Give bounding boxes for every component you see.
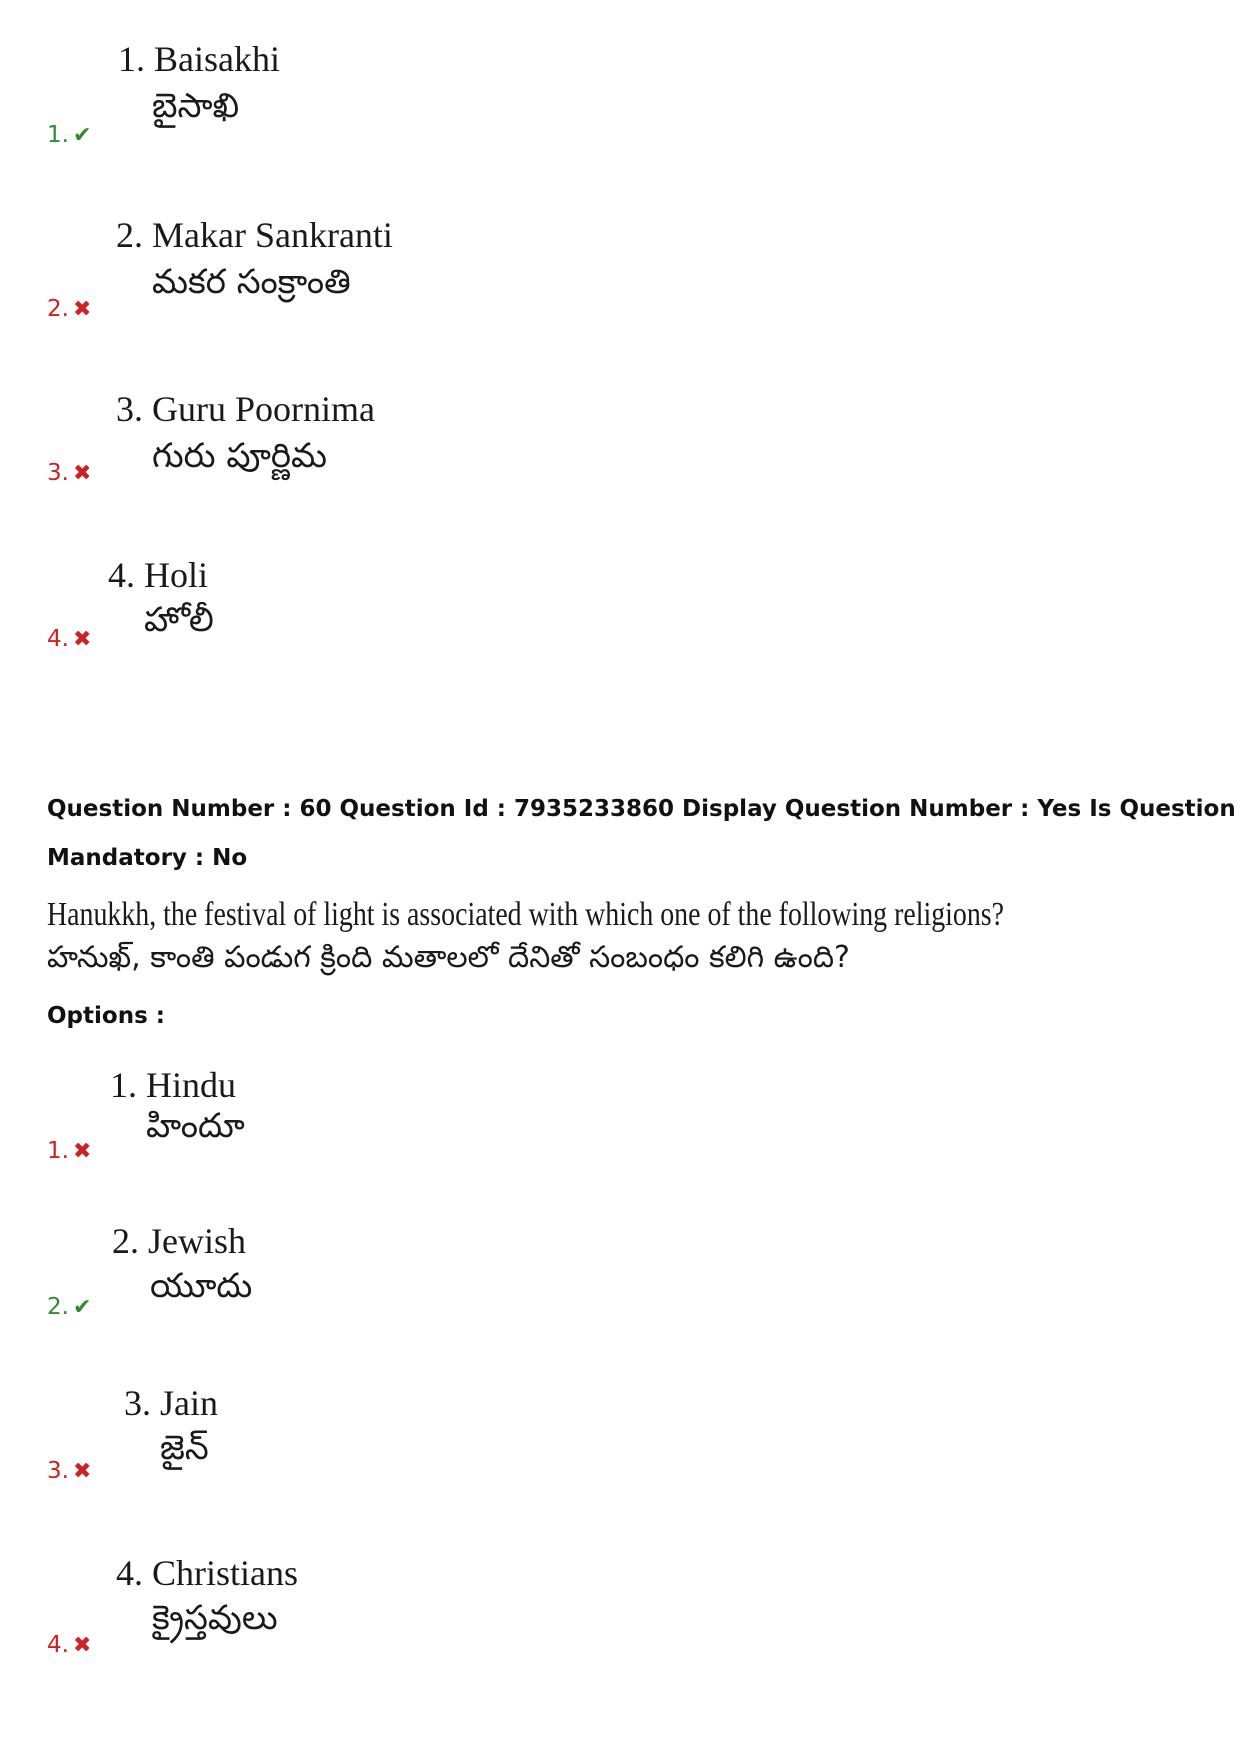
option-telugu: క్రైస్తవులు [152,1598,278,1638]
question-meta-line1: Question Number : 60 Question Id : 7935233860 Display Question Number : Yes Is Question [47,796,1236,822]
option-english: 2. Makar Sankranti [116,215,393,255]
option-marker [47,296,91,322]
option-marker [47,460,91,486]
option-english: 1. Baisakhi [118,39,280,79]
option-number: 4. [47,1632,69,1658]
option-number: 1. [47,1138,69,1164]
option-english: 4. Holi [108,555,209,595]
option-telugu: బైసాఖి [152,86,240,126]
option-telugu: యూదు [150,1266,253,1306]
option-number: 3. [47,460,69,486]
cross-icon: ✖ [72,1633,92,1658]
cross-icon: ✖ [72,461,92,486]
option-marker [47,1632,91,1658]
cross-icon: ✖ [72,297,92,322]
option-number: 1. [47,122,69,148]
question-text-english: Hanukkh, the festival of light is associated with which one of the following religions? [47,896,1005,933]
option-marker [47,122,91,148]
option-telugu: మకర సంక్రాంతి [152,262,351,302]
option-number: 4. [47,626,69,652]
options-label: Options : [47,1003,165,1029]
option-marker [47,626,91,652]
option-english: 1. Hindu [110,1065,236,1105]
option-marker [47,1138,91,1164]
option-english: 3. Jain [124,1383,218,1423]
question-text-telugu: హనుఖ్, కాంతి పండుగ క్రింది మతాలలో దేనితో సంబంధం కలిగి ఉంది? [47,940,850,975]
cross-icon: ✖ [72,1459,92,1484]
option-english: 3. Guru Poornima [116,389,375,429]
option-telugu: హోలీ [144,600,214,640]
option-telugu: హిందూ [146,1106,245,1146]
option-number: 2. [47,1294,69,1320]
check-icon: ✔ [72,123,92,148]
option-english: 4. Christians [116,1553,299,1593]
option-number: 2. [47,296,69,322]
option-number: 3. [47,1458,69,1484]
cross-icon: ✖ [72,1139,92,1164]
option-marker [47,1458,91,1484]
check-icon: ✔ [72,1295,92,1320]
question-meta-line2: Mandatory : No [47,845,248,871]
option-telugu: గురు పూర్ణిమ [152,436,327,476]
cross-icon: ✖ [72,627,92,652]
option-english: 2. Jewish [112,1221,246,1261]
option-telugu: జైన్ [160,1428,209,1468]
option-marker [47,1294,91,1320]
